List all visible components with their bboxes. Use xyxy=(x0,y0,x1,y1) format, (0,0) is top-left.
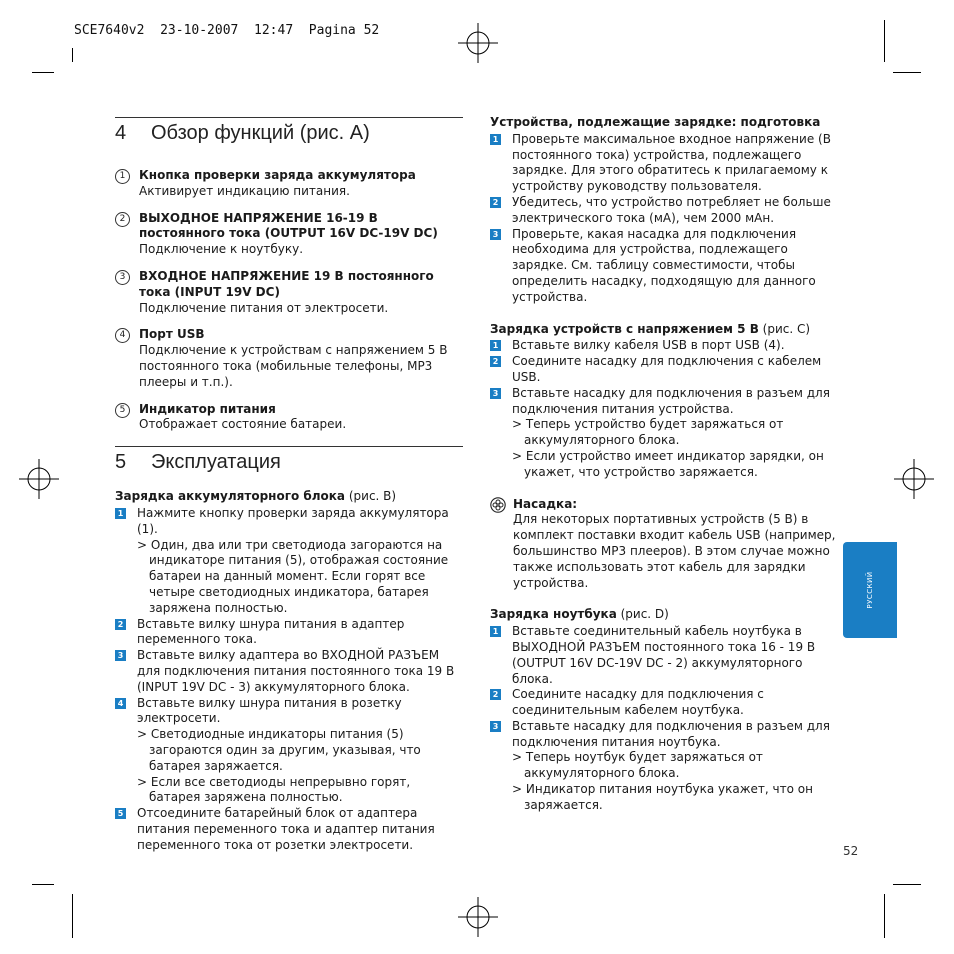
step-text: Вставьте вилку адаптера во ВХОДНОЙ РАЗЪЕМ для подключения питания постоянного тока 19 В (INPUT 19V DC - 3) аккумуляторного блока. xyxy=(137,648,455,694)
step-number: 2 xyxy=(490,356,501,367)
step-text: Вставьте насадку для подключения в разъем для подключения питания ноутбука. xyxy=(512,718,830,749)
registration-mark-icon xyxy=(894,459,934,499)
section-number: 5 xyxy=(115,451,127,474)
spacer xyxy=(490,481,840,497)
step xyxy=(490,624,840,687)
step-text: Соедините насадку для подключения с кабелем USB. xyxy=(512,354,822,384)
section-5-heading xyxy=(115,446,463,473)
subsection-title: Зарядка ноутбука xyxy=(490,607,617,622)
tip-title: Насадка: xyxy=(513,496,578,511)
step-text: Вставьте соединительный кабель ноутбука в ВЫХОДНОЙ РАЗЪЕМ постоянного тока 16 - 19 В (OUTPUT 16V DC-19V DC - 2) аккумуляторного блока. xyxy=(512,624,816,686)
step-result: > Светодиодные индикаторы питания (5) загораются один за другим, указывая, что батарея заряжается. xyxy=(137,727,421,773)
callout-marker: 1 xyxy=(115,169,130,184)
feature-item xyxy=(115,211,463,258)
step-result: > Один, два или три светодиода загораются на индикаторе питания (5), отображая состояние батареи на данный момент. Если горят все четыре светодиодных индикатора, батарея заряжена полностью. xyxy=(137,537,449,615)
callout-marker: 5 xyxy=(115,403,130,418)
step-text: Отсоедините батарейный блок от адаптера питания переменного тока и адаптер питания переменного тока от розетки электросети. xyxy=(137,806,435,852)
step-number: 3 xyxy=(115,650,126,661)
step xyxy=(490,687,840,719)
feature-title: ВЫХОДНОЕ НАПРЯЖЕНИЕ 16-19 В постоянного тока (OUTPUT 16V DC-19V DC) xyxy=(139,210,438,241)
tip-text: Для некоторых портативных устройств (5 В) в комплект поставки входит кабель USB (например, большинство MP3 плееров). В этом случае можно также использовать этот кабель для зарядки устройства. xyxy=(513,512,836,590)
spacer xyxy=(490,591,840,607)
step xyxy=(115,617,463,649)
registration-mark-icon xyxy=(458,23,498,63)
step-number: 1 xyxy=(490,340,501,351)
feature-description: Отображает состояние батареи. xyxy=(139,417,347,432)
section-number: 4 xyxy=(115,122,127,144)
step-result: > Если все светодиоды непрерывно горят, батарея заряжена полностью. xyxy=(137,774,411,805)
step-text: Вставьте насадку для подключения в разъем для подключения питания устройства. xyxy=(512,385,830,416)
feature-title: ВХОДНОЕ НАПРЯЖЕНИЕ 19 В постоянного тока (INPUT 19V DC) xyxy=(139,268,434,299)
step xyxy=(115,696,463,807)
feature-item xyxy=(115,168,463,200)
step-result: > Теперь устройство будет заряжаться от аккумуляторного блока. xyxy=(512,417,784,448)
step-text: Проверьте максимальное входное напряжение (В постоянного тока) устройства, подлежащего зарядке. Для этого обратитесь к прилагаемому к устройству руководству пользователя. xyxy=(512,131,831,194)
callout-marker: 4 xyxy=(115,328,130,343)
feature-description: Подключение к ноутбуку. xyxy=(139,242,304,257)
step xyxy=(490,338,840,354)
subsection-title: Зарядка аккумуляторного блока xyxy=(115,489,346,504)
step-text: Убедитесь, что устройство потребляет не больше электрического тока (мА), чем 2000 мАн. xyxy=(512,194,831,225)
tip-block xyxy=(490,497,840,592)
registration-mark-icon xyxy=(458,897,498,937)
step-result: > Теперь ноутбук будет заряжаться от аккумуляторного блока. xyxy=(512,750,763,781)
figure-ref: (рис. C) xyxy=(758,321,811,336)
subsection-heading xyxy=(490,322,840,338)
step xyxy=(490,354,840,386)
feature-item xyxy=(115,402,463,434)
step-text: Соедините насадку для подключения с соединительным кабелем ноутбука. xyxy=(512,687,764,718)
subsection-heading xyxy=(490,607,840,623)
callout-marker: 3 xyxy=(115,270,130,285)
step-number: 3 xyxy=(490,229,501,240)
step-number: 3 xyxy=(490,388,501,399)
crop-mark xyxy=(884,20,885,62)
left-column xyxy=(115,117,463,853)
spacer xyxy=(490,306,840,322)
step xyxy=(115,806,463,853)
page-number: 52 xyxy=(843,844,859,858)
step-number: 2 xyxy=(115,619,126,630)
subsection-title: Устройства, подлежащие зарядке: подготовка xyxy=(490,115,821,129)
step-text: Вставьте вилку шнура питания в розетку электросети. xyxy=(137,695,402,726)
language-tab xyxy=(843,542,897,638)
crop-mark xyxy=(893,884,921,885)
crop-mark xyxy=(72,894,73,938)
feature-description: Подключение к устройствам с напряжением 5 В постоянного тока (мобильные телефоны, MP3 плееры и т.п.). xyxy=(139,343,448,389)
figure-ref: (рис. B) xyxy=(345,489,397,504)
tip-flower-icon xyxy=(490,497,506,513)
feature-description: Подключение питания от электросети. xyxy=(139,300,389,315)
step-text: Проверьте, какая насадка для подключения необходима для устройства, подлежащего зарядке. См. таблицу совместимости, чтобы определить насадку, подходящую для данного устройства. xyxy=(512,226,816,304)
crop-mark xyxy=(32,72,54,73)
crop-mark xyxy=(72,48,73,62)
crop-mark xyxy=(893,72,921,73)
crop-mark xyxy=(32,884,54,885)
step-number: 1 xyxy=(115,508,126,519)
feature-item xyxy=(115,269,463,316)
right-column xyxy=(490,115,840,814)
section-title: Эксплуатация xyxy=(151,451,281,474)
feature-title: Индикатор питания xyxy=(139,401,276,416)
step xyxy=(115,506,463,617)
step-number: 2 xyxy=(490,197,501,208)
section-4-heading xyxy=(115,117,463,144)
step xyxy=(490,386,840,481)
crop-mark xyxy=(884,894,885,938)
step-number: 4 xyxy=(115,698,126,709)
step-result: > Индикатор питания ноутбука укажет, что он заряжается. xyxy=(512,782,813,812)
step xyxy=(490,132,840,195)
registration-mark-icon xyxy=(19,459,59,499)
feature-item xyxy=(115,327,463,390)
step-number: 2 xyxy=(490,689,501,700)
step xyxy=(490,719,840,814)
figure-ref: (рис. D) xyxy=(616,607,669,622)
step xyxy=(490,227,840,306)
print-slug: SCE7640v2 23-10-2007 12:47 Pagina 52 xyxy=(74,23,380,38)
feature-description: Активирует индикацию питания. xyxy=(139,183,350,198)
section-title: Обзор функций (рис. A) xyxy=(151,122,370,144)
step xyxy=(490,195,840,227)
callout-marker: 2 xyxy=(115,212,130,227)
language-tab-label: РУССКИЙ xyxy=(866,571,874,609)
subsection-title: Зарядка устройств с напряжением 5 В xyxy=(490,321,759,336)
subsection-heading xyxy=(115,489,463,505)
step-text: Вставьте вилку шнура питания в адаптер переменного тока. xyxy=(137,616,405,647)
step-text: Нажмите кнопку проверки заряда аккумулятора (1). xyxy=(137,505,449,536)
feature-title: Порт USB xyxy=(139,327,205,342)
step xyxy=(115,648,463,695)
step-number: 3 xyxy=(490,721,501,732)
step-text: Вставьте вилку кабеля USB в порт USB (4). xyxy=(512,338,785,353)
feature-title: Кнопка проверки заряда аккумулятора xyxy=(139,168,416,182)
step-number: 5 xyxy=(115,808,126,819)
step-number: 1 xyxy=(490,134,501,145)
step-result: > Если устройство имеет индикатор зарядки, он укажет, что устройство заряжается. xyxy=(512,448,824,479)
step-number: 1 xyxy=(490,626,501,637)
